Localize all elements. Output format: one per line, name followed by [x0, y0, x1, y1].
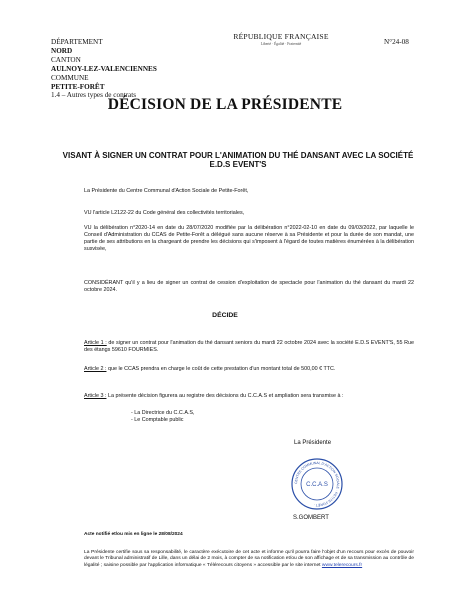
stamp-text: C.C.A.S: [306, 482, 328, 488]
decision-number: N°24-08: [384, 38, 409, 46]
admin-line: COMMUNE: [51, 73, 89, 82]
visa-president: La Présidente du Centre Communal d'Action Sociale de Petite-Forêt,: [84, 188, 249, 194]
article-1: [84, 340, 414, 354]
admin-line: 1.4 – Autres types de contrats: [51, 91, 137, 100]
legal-footer: [84, 550, 414, 569]
decision-object: VISANT À SIGNER UN CONTRAT POUR L'ANIMATION DU THÉ DANSANT AVEC LA SOCIÉTÉ E.D.S EVENT'S: [62, 151, 414, 170]
admin-line: CANTON: [51, 55, 81, 64]
signatory-name: S.GOMBERT: [293, 515, 329, 521]
ccas-stamp: [291, 458, 343, 510]
article-label: Article 3 :: [84, 393, 107, 399]
admin-line: PETITE-FORÊT: [51, 82, 105, 91]
legal-footer-text: La Présidente certifie sous sa responsabilité, le caractère exécutoire de cet acte et informe qu'il pourra faire l'objet d'un recours pour excès de pouvoir devant le Tribunal administratif de Lille, dans un délai de 2 mois, à compter de sa notification et/ou de son affichage et de sa transmission au contrôle de légalité ; saisine possible par l'application informatique « Télérecours citoyens » accessible par le site internet: [84, 550, 414, 568]
visa-cgct: VU l'article L2122-22 du Code général des collectivités territoriales,: [84, 210, 245, 216]
telerecours-link[interactable]: www.telerecours.fr: [321, 562, 363, 568]
signatory-role: La Présidente: [294, 440, 332, 446]
recipient-item: - La Directrice du C.C.A.S,: [131, 410, 195, 416]
decide-heading: DÉCIDE: [212, 312, 238, 319]
article-text: La présente décision figurera au registre des décisions du C.C.A.S et ampliation sera transmise à :: [107, 393, 344, 399]
recipient-list: [131, 410, 195, 424]
admin-line: NORD: [51, 46, 73, 55]
article-3: [84, 393, 414, 400]
article-text: de signer un contrat pour l'animation du thé dansant seniors du mardi 22 octobre 2024 avec la société E.D.S EVENT'S, 55 Rue des étangs 59610 FOURMIES.: [84, 340, 414, 353]
administrative-header: [51, 38, 157, 100]
visa-deliberation: VU la délibération n°2020-14 en date du 28/07/2020 modifiée par la délibération n°2022-02-10 en date du 09/03/2022, par laquelle le Conseil d'Administration du CCAS de Petite-Forêt a délégué sans aucune réserve à sa Présidente et pour la durée de son mandat, une partie de ses attributions en la chargeant de prendre les décisions qui s'imposent à l'égard de toutes matières énumérées à la délibération susvisée,: [84, 225, 414, 252]
article-text: que le CCAS prendra en charge le coût de cette prestation d'un montant total de 500,00 € TTC.: [107, 366, 336, 372]
recipient-item: - Le Comptable public: [131, 417, 184, 423]
article-2: [84, 366, 414, 373]
admin-line: AULNOY-LEZ-VALENCIENNES: [51, 64, 157, 73]
admin-line: DÉPARTEMENT: [51, 38, 103, 46]
article-label: Article 2 :: [84, 366, 107, 372]
article-label: Article 1 :: [84, 340, 107, 346]
republic-motto: Liberté · Égalité · Fraternité: [260, 42, 302, 46]
acte-notice: Acte notifié et/ou mis en ligne le 28/08/2024: [84, 532, 183, 537]
republic-name: RÉPUBLIQUE FRANÇAISE: [233, 32, 329, 41]
republic-header: [226, 32, 336, 46]
document-title: DÉCISION DE LA PRÉSIDENTE: [107, 96, 343, 113]
stamp-ring-text: CENTRE COMMUNAL D'ACTION SOCIALE · PETITE-FORÊT ·: [293, 460, 341, 508]
visa-considerant: CONSIDÉRANT qu'il y a lieu de signer un contrat de cession d'exploitation de spectacle pour l'animation du thé dansant du mardi 22 octobre 2024.: [84, 280, 414, 293]
